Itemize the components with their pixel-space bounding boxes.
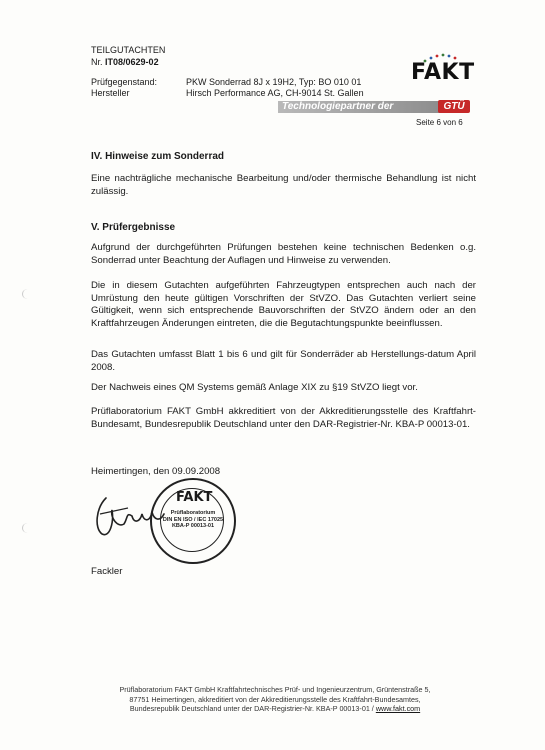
footer-line-2: 87751 Heimertingen, akkreditiert von der Akkreditierungsstelle des Kraftfahrt-Bundesamtes, <box>129 694 421 704</box>
subject-label: Prüfgegenstand: <box>91 77 158 87</box>
stamp-logo: FAKT <box>176 490 213 505</box>
doc-number <box>91 57 159 68</box>
fakt-logo <box>405 50 475 90</box>
punch-hole-mark <box>22 289 33 299</box>
signer-name: Fackler <box>91 566 123 577</box>
doc-number-label: Nr. <box>91 57 103 67</box>
footer <box>60 685 490 714</box>
section-5-paragraph-5: Prüflaboratorium FAKT GmbH akkreditiert von der Akkreditierungsstelle des Kraftfahrt-Bundesamt, Bundesrepublik Deutschland unter den DAR-Registrier-Nr. KBA-P 00013-01. <box>91 406 476 430</box>
stamp-line-1: Prüflaboratorium <box>170 510 216 516</box>
punch-hole-mark <box>22 523 33 533</box>
section-4-text: Eine nachträgliche mechanische Bearbeitung und/oder thermische Behandlung ist nicht zulässig. <box>91 173 476 197</box>
section-5-paragraph-3: Das Gutachten umfasst Blatt 1 bis 6 und gilt für Sonderräder ab Herstellungs-datum April 2008. <box>91 349 476 373</box>
doc-number-value: IT08/0629-02 <box>105 57 159 67</box>
doc-type: TEILGUTACHTEN <box>91 45 166 55</box>
page-info: Seite 6 von 6 <box>416 118 463 127</box>
section-5-paragraph-2: Die in diesem Gutachten aufgeführten Fahrzeugtypen entsprechen auch nach der Umrüstung den heute gültigen Vorschriften der StVZO. Das Gutachten verliert seine Gültigkeit, wenn sich entsprechende Bauvorschriften der StVZO ändern oder an den Kraftfahrzeugen Änderungen eintreten, die die Begutachtungspunkte beeinflussen. <box>91 280 476 329</box>
footer-line-1: Prüflaboratorium FAKT GmbH Kraftfahrtechnisches Prüf- und Ingenieurzentrum, Grüntenstraße 5, <box>119 685 431 694</box>
official-stamp <box>150 478 236 564</box>
section-5-paragraph-1: Aufgrund der durchgeführten Prüfungen bestehen keine technischen Bedenken o.g. Sonderrad unter Beachtung der Auflagen und Hinweise zu verwenden. <box>91 242 476 266</box>
place-date: Heimertingen, den 09.09.2008 <box>91 466 221 477</box>
section-5-heading: V. Prüfergebnisse <box>91 222 176 233</box>
stamp-line-3: KBA-P 00013-01 <box>171 523 215 529</box>
website-link[interactable]: www.fakt.com <box>375 704 421 714</box>
footer-line-3-text: Bundesrepublik Deutschland unter der DAR-Registrier-Nr. KBA-P 00013-01 / <box>129 704 376 714</box>
logo-name: FAKT <box>411 60 475 85</box>
stamp-text <box>162 510 224 530</box>
partner-band: Technologiepartner der <box>278 101 442 113</box>
manufacturer-value: Hirsch Performance AG, CH-9014 St. Gallen <box>186 88 364 98</box>
footer-line-3 <box>60 704 490 714</box>
tue-logo: GTÜ <box>438 100 470 113</box>
section-4-heading: IV. Hinweise zum Sonderrad <box>91 151 225 162</box>
manufacturer-label: Hersteller <box>91 88 130 98</box>
stamp-line-2: DIN EN ISO / IEC 17025 <box>162 516 224 523</box>
section-5-paragraph-4: Der Nachweis eines QM Systems gemäß Anlage XIX zu §19 StVZO liegt vor. <box>91 382 418 393</box>
subject-value: PKW Sonderrad 8J x 19H2, Typ: BO 010 01 <box>186 77 362 87</box>
